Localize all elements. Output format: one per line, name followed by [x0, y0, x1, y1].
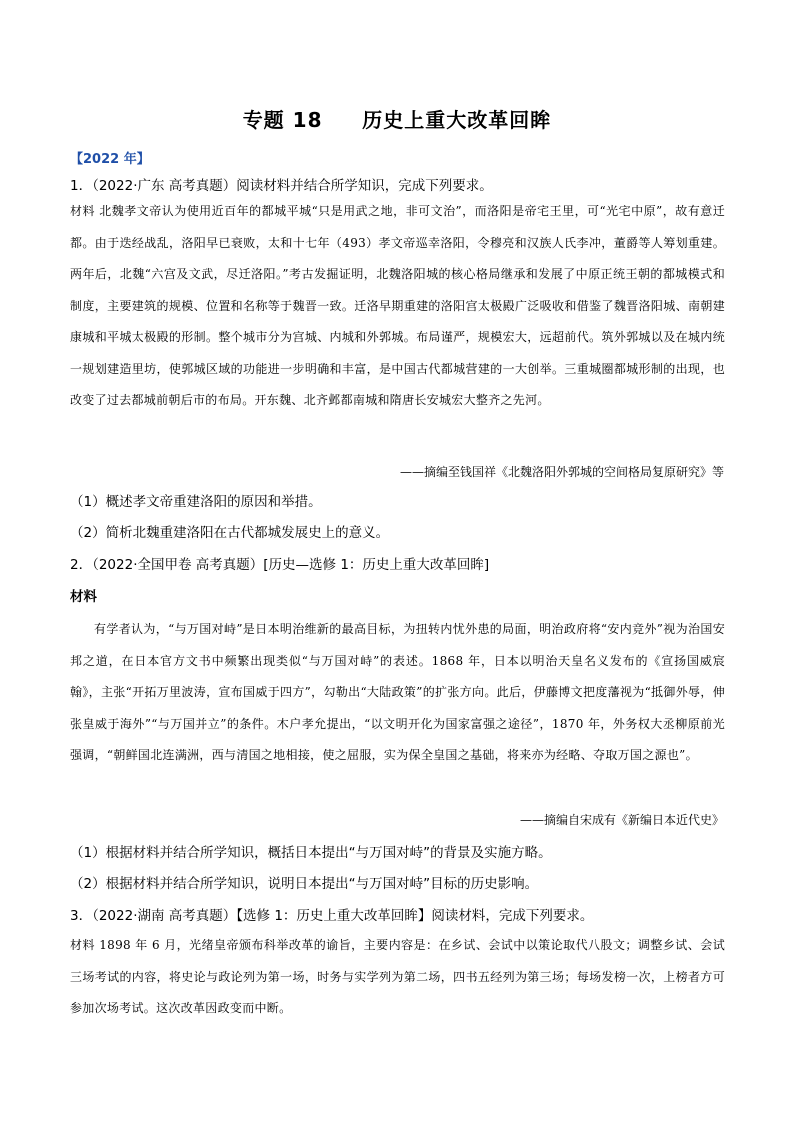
- question-1-sub-2: （2）简析北魏重建洛阳在古代都城发展史上的意义。: [70, 525, 390, 541]
- page-title: 专题 18 历史上重大改革回眸: [242, 108, 552, 132]
- question-3-header: 3．（2022·湖南 高考真题）【选修 1：历史上重大改革回眸】阅读材料，完成下列要求。: [70, 908, 594, 924]
- question-3-material: 材料 1898 年 6 月，光绪皇帝颁布科举改革的谕旨，主要内容是：在乡试、会试中以策论取代八股文；调整乡试、会试三场考试的内容，将史论与政论列为第一场，时务与实学列为第二场，四书五经列为第三场；每场发榜一次，上榜者方可参加次场考试。这次改革因政变而中断。: [70, 938, 725, 1015]
- question-2-material: 有学者认为，“与万国对峙”是日本明治维新的最高目标，为扭转内忧外患的局面，明治政府将“安内竞外”视为治国安邦之道，在日本官方文书中频繁出现类似“与万国对峙”的表述。1868 年，日本以明治天皇名义发布的《宣扬国威宸翰》，主张“开拓万里波涛，宣布国威于四方”，勾勒出“大陆政策”的扩张方向。此后，伊藤博文把度藩视为“抵御外辱，伸张皇威于海外”“与万国并立”的条件。木户孝允提出，“以文明开化为国家富强之途径”，1870 年，外务权大丞柳原前光强调，“朝鲜国北连满洲，西与清国之地相接，使之屈服，实为保全皇国之基础，将来亦为经略、夺取万国之源也”。: [70, 622, 725, 762]
- question-1-source: ——摘编至钱国祥《北魏洛阳外郭城的空间格局复原研究》等: [399, 465, 724, 479]
- question-1-header: 1．（2022·广东 高考真题）阅读材料并结合所学知识，完成下列要求。: [70, 178, 493, 194]
- question-2-sub-2: （2）根据材料并结合所学知识，说明日本提出“与万国对峙”目标的历史影响。: [70, 876, 539, 892]
- question-2-header: 2．（2022·全国甲卷 高考真题）[历史—选修 1：历史上重大改革回眸]: [70, 557, 490, 573]
- year-section-tag: 【2022 年】: [70, 152, 150, 167]
- question-1-material: 材料 北魏孝文帝认为使用近百年的都城平城“只是用武之地，非可文治”，而洛阳是帝宅王里，可“光宅中原”，故有意迁都。由于迭经战乱，洛阳早已衰败，太和十七年（493）孝文帝巡幸洛阳，令穆亮和汉族人氏李冲，董爵等人筹划重建。两年后，北魏“六宫及文武，尽迁洛阳。”考古发掘证明，北魏洛阳城的核心格局继承和发展了中原正统王朝的都城模式和制度，主要建筑的规模、位置和名称等于魏晋一致。迁洛早期重建的洛阳宫太极殿广泛吸收和借鉴了魏晋洛阳城、南朝建康城和平城太极殿的形制。整个城市分为宫城、内城和外郭城。布局谨严，规模宏大，远超前代。筑外郭城以及在城内统一规划建造里坊，使郭城区域的功能进一步明确和丰富，是中国古代都城营建的一大创举。三重城圈都城形制的出现，也改变了过去都城前朝后市的布局。开东魏、北齐邺都南城和隋唐长安城宏大整齐之先河。: [70, 204, 725, 407]
- question-2-sub-1: （1）根据材料并结合所学知识，概括日本提出“与万国对峙”的背景及实施方略。: [70, 845, 552, 861]
- question-1-sub-1: （1）概述孝文帝重建洛阳的原因和举措。: [70, 494, 322, 510]
- question-2-source: ——摘编自宋成有《新编日本近代史》: [519, 813, 724, 827]
- question-2-material-label: 材料: [70, 589, 97, 605]
